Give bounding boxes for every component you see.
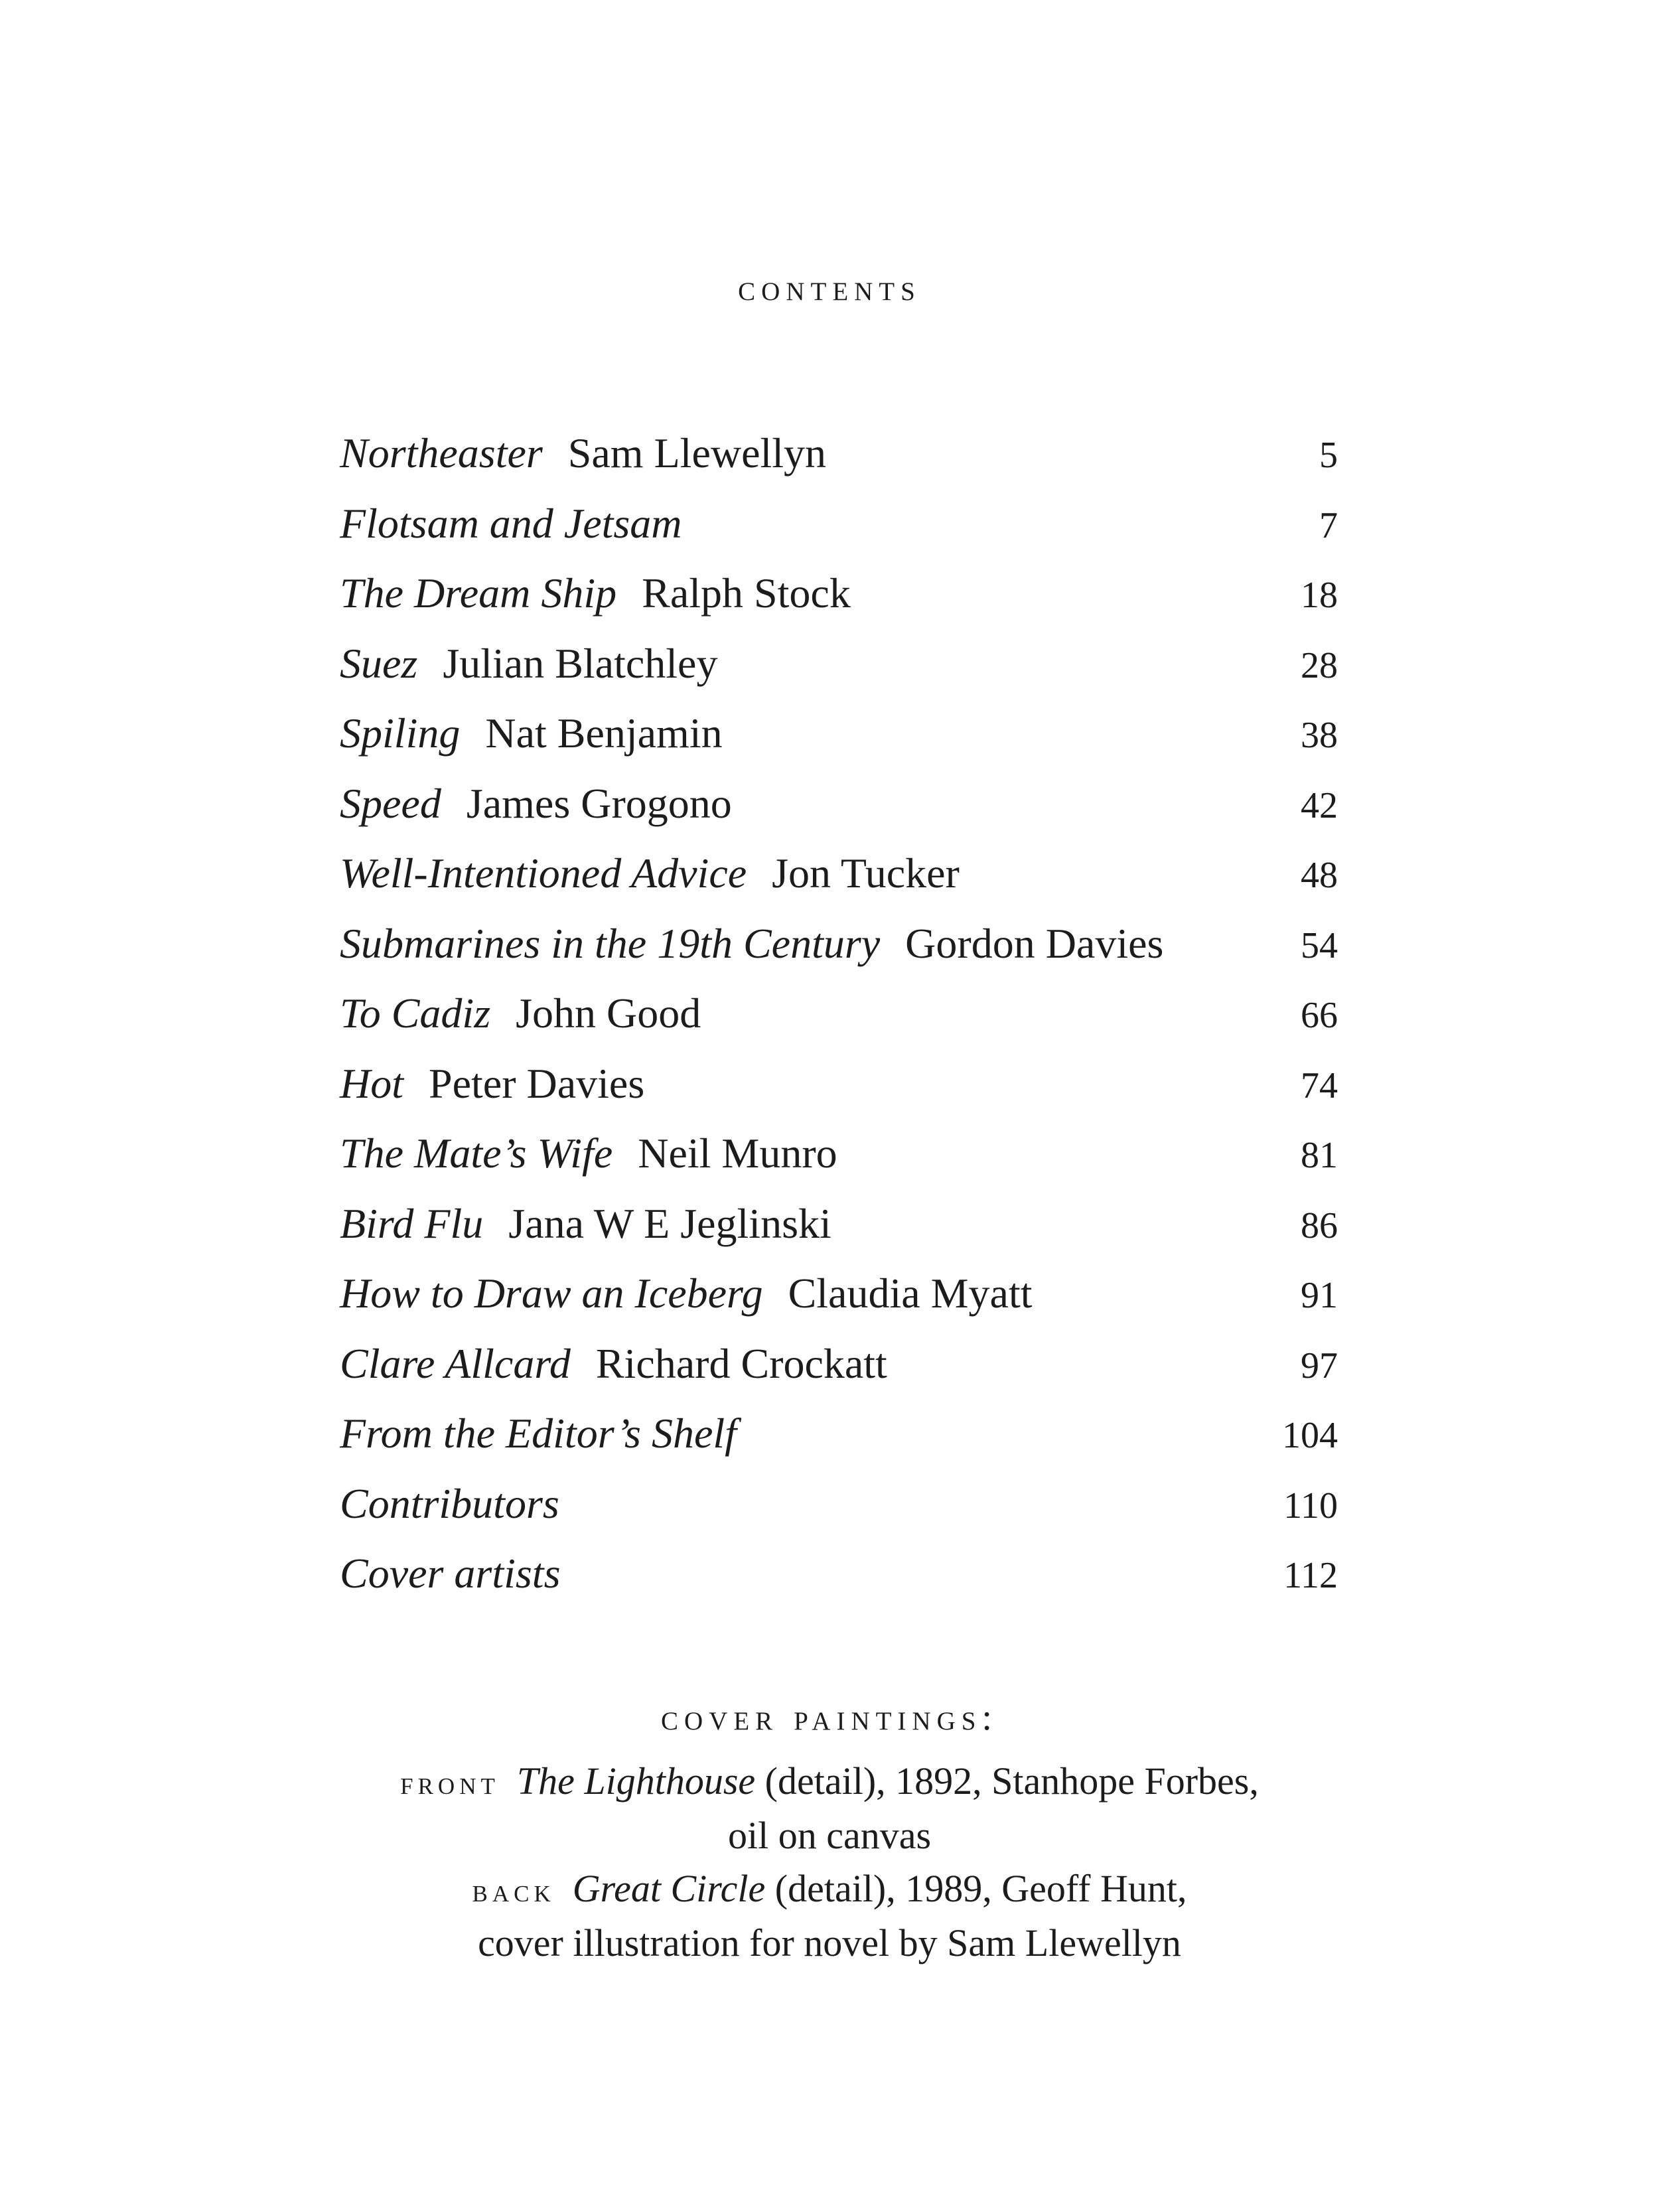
toc-entry-page-number: 28 <box>1301 644 1338 686</box>
toc-entry-title: Contributors <box>340 1479 559 1527</box>
toc-entry-page-number: 110 <box>1283 1485 1338 1526</box>
toc-entry-title: The Dream Ship <box>340 569 617 617</box>
toc-entry[interactable] <box>340 488 1338 559</box>
toc-entry-text <box>340 1049 644 1119</box>
toc-entry-author: Richard Crockatt <box>595 1339 887 1387</box>
toc-entry-page-number: 97 <box>1301 1345 1338 1386</box>
front-cover-medium: oil on canvas <box>727 1814 932 1857</box>
toc-entry-title: Spiling <box>340 709 461 757</box>
front-cover-painting-details: (detail), 1892, Stanhope Forbes, <box>755 1759 1259 1803</box>
toc-entry[interactable] <box>340 1469 1338 1539</box>
toc-entry-author: Julian Blatchley <box>443 639 718 687</box>
toc-entry-author: Nat Benjamin <box>485 709 723 757</box>
front-cover-painting-title: The Lighthouse <box>516 1759 756 1803</box>
toc-entry-text <box>340 978 701 1049</box>
back-cover-label: back <box>472 1872 555 1909</box>
toc-entry-page-number: 54 <box>1301 924 1338 966</box>
toc-entry-title: Hot <box>340 1059 403 1107</box>
toc-entry-page-number: 38 <box>1301 715 1338 756</box>
toc-entry-title: Flotsam and Jetsam <box>340 499 682 547</box>
table-of-contents <box>340 418 1338 1609</box>
toc-entry-text <box>340 1118 837 1189</box>
toc-entry[interactable] <box>340 1189 1338 1259</box>
toc-entry-title: To Cadiz <box>340 990 491 1037</box>
cover-credits <box>0 1699 1659 1970</box>
back-cover-painting-title: Great Circle <box>572 1867 766 1910</box>
toc-entry-title: Well-Intentioned Advice <box>340 849 747 897</box>
toc-entry[interactable] <box>340 1258 1338 1329</box>
toc-entry-text <box>340 1189 831 1259</box>
toc-entry[interactable] <box>340 628 1338 699</box>
toc-entry-author: Ralph Stock <box>642 569 851 617</box>
toc-entry-page-number: 91 <box>1301 1275 1338 1316</box>
toc-entry[interactable] <box>340 1118 1338 1189</box>
toc-entry-title: Submarines in the 19th Century <box>340 919 881 967</box>
toc-entry-title: Northeaster <box>340 429 543 477</box>
toc-entry[interactable] <box>340 1329 1338 1399</box>
toc-entry[interactable] <box>340 558 1338 628</box>
front-cover-credit <box>0 1755 1659 1809</box>
cover-paintings-heading: cover paintings: <box>661 1697 998 1738</box>
toc-entry-text <box>340 769 732 839</box>
toc-entry-author: Jana W E Jeglinski <box>508 1199 831 1247</box>
toc-entry-author: Gordon Davies <box>905 919 1164 967</box>
toc-entry-text <box>340 1329 887 1399</box>
toc-entry-page-number: 48 <box>1301 855 1338 896</box>
toc-entry-author: James Grogono <box>466 779 732 827</box>
toc-entry-author: John Good <box>516 990 701 1037</box>
toc-entry[interactable] <box>340 838 1338 909</box>
toc-entry-title: The Mate’s Wife <box>340 1130 613 1177</box>
toc-entry-text <box>340 1469 585 1539</box>
toc-entry-text <box>340 1398 762 1469</box>
toc-entry-text <box>340 558 851 628</box>
toc-entry-text <box>340 1538 585 1609</box>
toc-entry-page-number: 104 <box>1282 1415 1338 1456</box>
toc-entry-page-number: 74 <box>1301 1065 1338 1106</box>
toc-entry[interactable] <box>340 698 1338 769</box>
toc-entry-text <box>340 909 1163 979</box>
toc-entry[interactable] <box>340 1398 1338 1469</box>
toc-entry-page-number: 7 <box>1319 504 1338 546</box>
toc-entry-title: How to Draw an Iceberg <box>340 1270 763 1317</box>
toc-entry-page-number: 5 <box>1319 435 1338 476</box>
toc-entry-page-number: 112 <box>1283 1555 1338 1596</box>
toc-entry-title: Cover artists <box>340 1550 561 1597</box>
toc-entry-page-number: 66 <box>1301 995 1338 1036</box>
toc-entry-page-number: 42 <box>1301 784 1338 826</box>
toc-entry-text <box>340 838 960 909</box>
toc-entry[interactable] <box>340 1049 1338 1119</box>
back-cover-credit <box>0 1862 1659 1917</box>
toc-entry-title: Suez <box>340 639 418 687</box>
toc-entry-author: Jon Tucker <box>772 849 960 897</box>
toc-entry-text <box>340 628 717 699</box>
toc-entry[interactable] <box>340 1538 1338 1609</box>
toc-entry-page-number: 86 <box>1301 1205 1338 1246</box>
front-cover-label: front <box>400 1764 500 1801</box>
toc-entry-title: Bird Flu <box>340 1199 484 1247</box>
toc-entry[interactable] <box>340 978 1338 1049</box>
toc-entry-text <box>340 418 826 488</box>
toc-entry-author: Claudia Myatt <box>788 1270 1033 1317</box>
toc-entry-text <box>340 488 707 559</box>
toc-entry-text <box>340 698 723 769</box>
back-cover-painting-details: (detail), 1989, Geoff Hunt, <box>765 1867 1187 1910</box>
toc-entry-page-number: 81 <box>1301 1135 1338 1176</box>
toc-entry-text <box>340 1258 1033 1329</box>
toc-entry[interactable] <box>340 418 1338 488</box>
toc-entry-page-number: 18 <box>1301 575 1338 616</box>
contents-heading: contents <box>738 267 921 309</box>
toc-entry[interactable] <box>340 909 1338 979</box>
toc-entry-author: Peter Davies <box>429 1059 645 1107</box>
toc-entry-title: From the Editor’s Shelf <box>340 1410 737 1457</box>
toc-entry-author: Sam Llewellyn <box>567 429 827 477</box>
toc-entry-author: Neil Munro <box>638 1130 837 1177</box>
toc-entry[interactable] <box>340 769 1338 839</box>
back-cover-description: cover illustration for novel by Sam Llewellyn <box>478 1921 1181 1964</box>
toc-entry-title: Clare Allcard <box>340 1339 571 1387</box>
toc-entry-title: Speed <box>340 779 441 827</box>
